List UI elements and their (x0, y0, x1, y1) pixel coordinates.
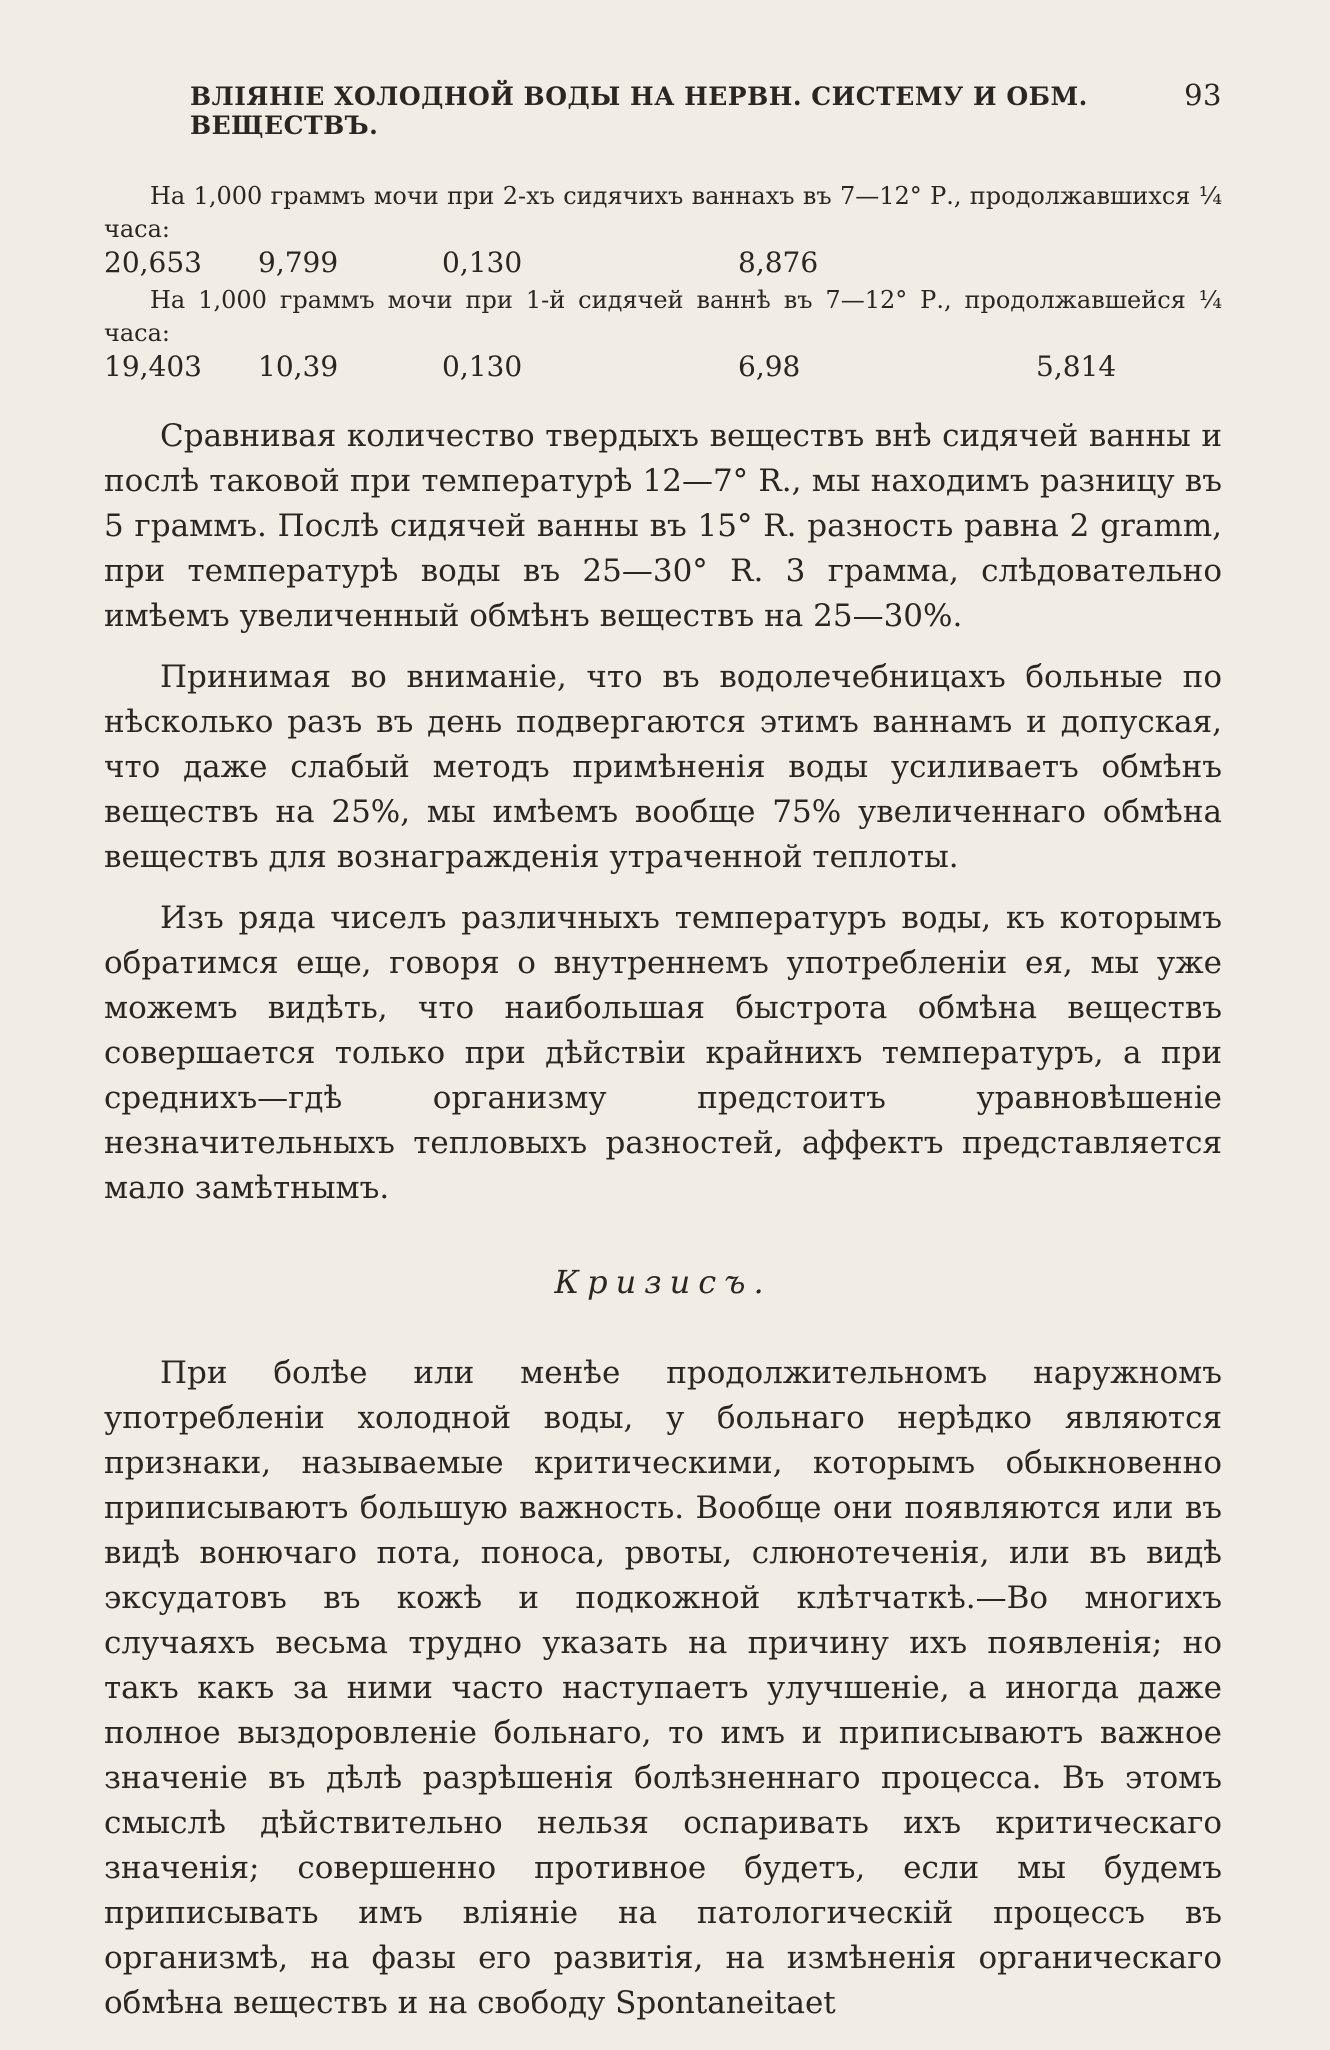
measurement-value: 9,799 (258, 246, 339, 279)
measurement-value: 5,814 (1036, 350, 1117, 383)
measurement-value: 8,876 (738, 246, 819, 279)
running-head (104, 78, 1222, 140)
paragraph: Сравнивая количество твердыхъ веществъ внѣ сидячей ванны и послѣ таковой при температурѣ 12—7° R., мы находимъ разницу въ 5 граммъ. Послѣ сидячей ванны въ 15° R. разность равна 2 gramm, при температурѣ воды въ 25—30° R. 3 грамма, слѣдовательно имѣемъ увеличенный обмѣнъ веществъ на 25—30%. (104, 418, 1222, 634)
page (104, 78, 1222, 2026)
section-heading: Кризисъ. (554, 1263, 772, 1301)
measurement-caption-1: На 1,000 граммъ мочи при 2-хъ сидячихъ ваннахъ въ 7—12° Р., продолжавшихся ¼ часа: (104, 182, 1222, 243)
measurement-value: 10,39 (258, 350, 339, 383)
measurement-value: 6,98 (738, 350, 801, 383)
measurement-value: 19,403 (104, 350, 202, 383)
page-number: 93 (1184, 78, 1222, 112)
measurement-row-2 (104, 350, 1222, 388)
measurement-value: 0,130 (442, 350, 523, 383)
paragraph: Изъ ряда чиселъ различныхъ температуръ воды, къ которымъ обратимся еще, говоря о внутреннемъ употребленіи ея, мы уже можемъ видѣть, что наибольшая быстрота обмѣна веществъ совершается только при дѣйствіи крайнихъ температуръ, а при среднихъ—гдѣ организму предстоитъ уравновѣшеніе незначительныхъ тепловыхъ разностей, аффектъ представляется мало замѣтнымъ. (104, 900, 1222, 1206)
paragraph: При болѣе или менѣе продолжительномъ наружномъ употребленіи холодной воды, у больнаго нерѣдко являются признаки, называемые критическими, которымъ обыкновенно приписываютъ большую важность. Вообще они появляются или въ видѣ вонючаго пота, поноса, рвоты, слюнотеченія, или въ видѣ эксудатовъ въ кожѣ и подкожной клѣтчаткѣ.—Во многихъ случаяхъ весьма трудно указать на причину ихъ появленія; но такъ какъ за ними часто наступаетъ улучшеніе, а иногда даже полное выздоровленіе больнаго, то имъ и приписываютъ важное значеніе въ дѣлѣ разрѣшенія болѣзненнаго процесса. Въ этомъ смыслѣ дѣйствительно нельзя оспаривать ихъ критическаго значенія; совершенно противное будетъ, если мы будемъ приписывать имъ вліяніе на патологическій процессъ въ организмѣ, на фазы его развитія, на измѣненія органическаго обмѣна веществъ и на свободу Spontaneitaet (104, 1355, 1222, 2021)
measurement-row-1 (104, 246, 1222, 284)
measurement-value: 20,653 (104, 246, 202, 279)
measurement-value: 0,130 (442, 246, 523, 279)
measurement-caption-2: На 1,000 граммъ мочи при 1-й сидячей ваннѣ въ 7—12° Р., продолжавшейся ¼ часа: (104, 286, 1222, 347)
paragraph: Принимая во вниманіе, что въ водолечебницахъ больные по нѣсколько разъ въ день подвергаются этимъ ваннамъ и допуская, что даже слабый методъ примѣненія воды усиливаетъ обмѣнъ веществъ на 25%, мы имѣемъ вообще 75% увеличеннаго обмѣна веществъ для вознагражденія утраченной теплоты. (104, 659, 1222, 875)
running-title: ВЛІЯНІЕ ХОЛОДНОЙ ВОДЫ НА НЕРВН. СИСТЕМУ И ОБМ. ВЕЩЕСТВЪ. (190, 82, 1088, 140)
